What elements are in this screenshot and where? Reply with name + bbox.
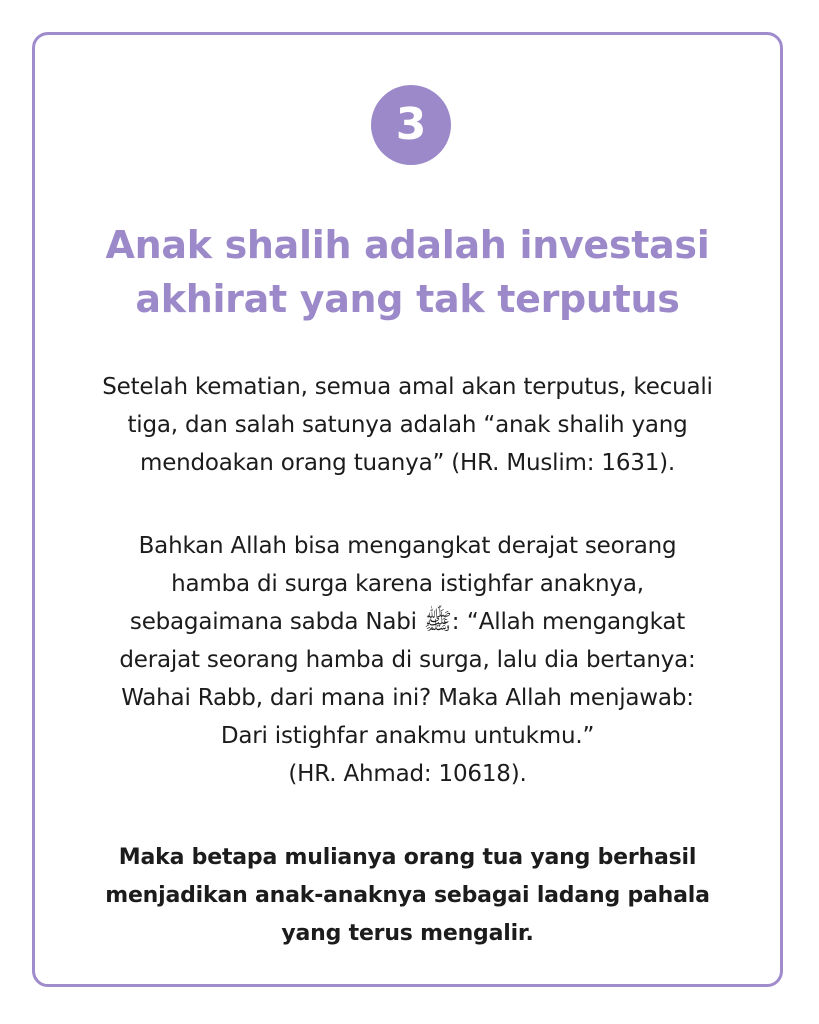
conclusion-line: Maka betapa mulianya orang tua yang berhasil bbox=[118, 845, 697, 870]
paragraph-line: hamba di surga karena istighfar anaknya, bbox=[171, 571, 644, 597]
paragraph-line: sebagaimana sabda Nabi ﷺ: “Allah mengangkat bbox=[129, 609, 686, 635]
conclusion-text bbox=[65, 839, 750, 953]
page-title bbox=[55, 218, 760, 326]
paragraph-line: (HR. Ahmad: 10618). bbox=[288, 761, 527, 787]
paragraph-line: mendoakan orang tuanya” (HR. Muslim: 1631). bbox=[139, 450, 676, 476]
paragraph-hadith-muslim bbox=[65, 368, 750, 482]
paragraph-line: Wahai Rabb, dari mana ini? Maka Allah menjawab: bbox=[121, 685, 694, 711]
conclusion-line: menjadikan anak-anaknya sebagai ladang pahala bbox=[105, 883, 710, 908]
paragraph-line: Setelah kematian, semua amal akan terputus, kecuali bbox=[102, 374, 713, 400]
content-card bbox=[32, 32, 783, 987]
paragraph-line: Bahkan Allah bisa mengangkat derajat seorang bbox=[138, 533, 677, 559]
paragraph-hadith-ahmad bbox=[65, 527, 750, 793]
title-line: Anak shalih adalah investasi bbox=[105, 223, 710, 267]
title-line: akhirat yang tak terputus bbox=[135, 277, 680, 321]
paragraph-line: tiga, dan salah satunya adalah “anak shalih yang bbox=[127, 412, 688, 438]
paragraph-line: Dari istighfar anakmu untukmu.” bbox=[220, 723, 595, 749]
step-number-badge: 3 bbox=[371, 85, 451, 165]
conclusion-line: yang terus mengalir. bbox=[281, 921, 534, 946]
paragraph-line: derajat seorang hamba di surga, lalu dia bertanya: bbox=[119, 647, 696, 673]
